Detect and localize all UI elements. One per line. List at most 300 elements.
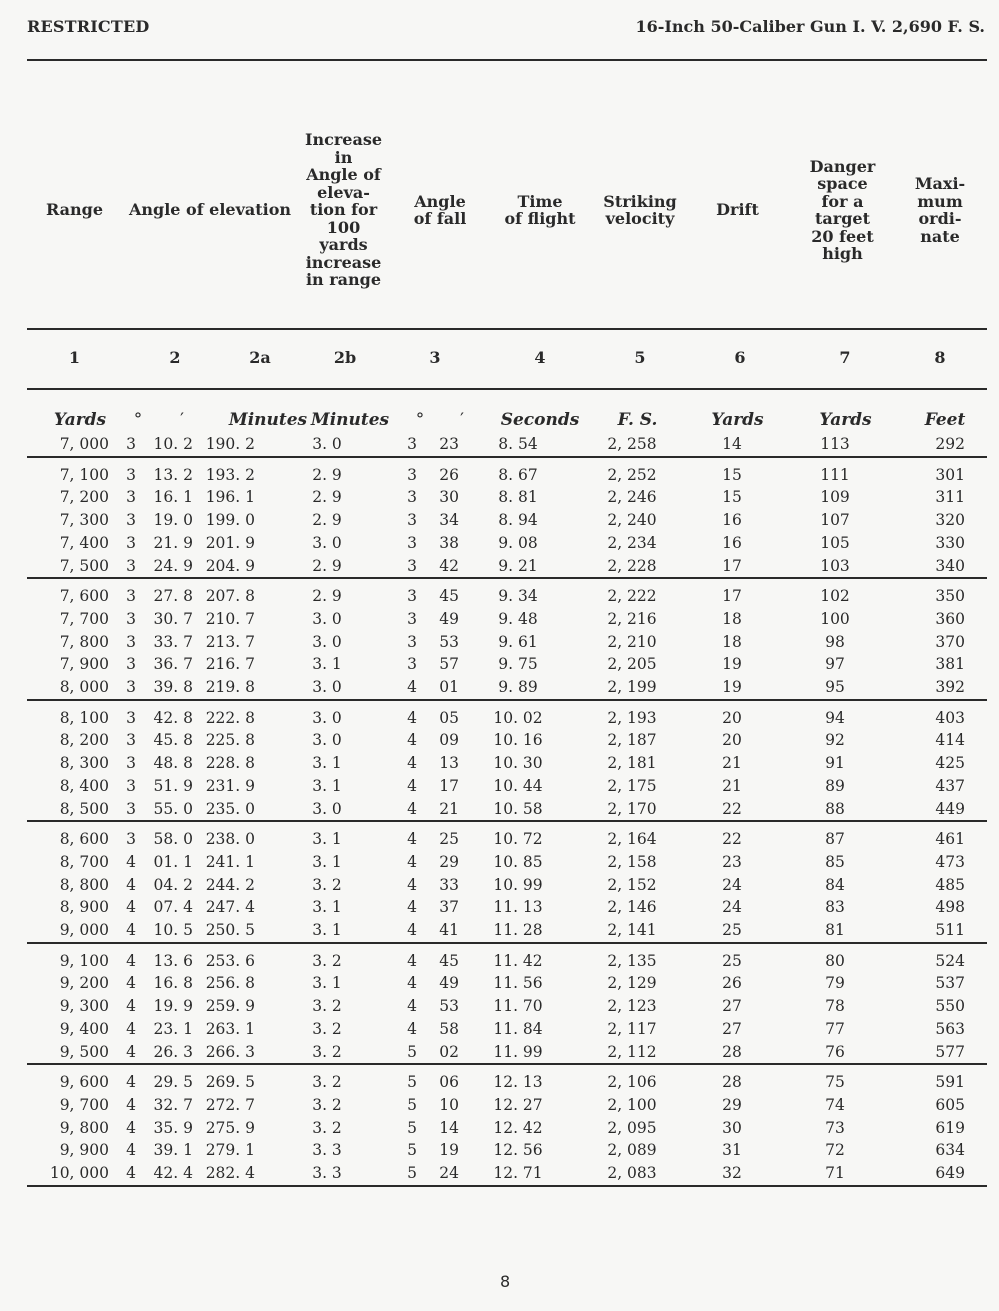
table-cell: 3. 1 <box>312 655 342 674</box>
heading-line: for a <box>821 191 864 211</box>
table-cell: 485 <box>935 875 965 894</box>
table-cell: 32. 7 <box>153 1095 193 1114</box>
table-cell: 3. 3 <box>277 1162 377 1186</box>
table-cell: 196. 1 <box>205 488 255 507</box>
table-cell: 107 <box>820 511 850 530</box>
table-cell: 39. 1 <box>153 1141 193 1160</box>
table-cell: 207. 8 <box>205 587 255 606</box>
heading-line: yards <box>319 235 368 255</box>
table-cell: 51. 9 <box>153 776 193 795</box>
table-row <box>27 509 987 532</box>
heading-line: 20 feet <box>811 226 874 246</box>
table-cell: 12. 13 <box>493 1073 543 1092</box>
table-cell: 311 <box>935 488 965 507</box>
table-cell: 5 <box>407 1118 417 1137</box>
table-cell: 13. 6 <box>153 951 193 970</box>
table-cell: 39. 8 <box>145 676 197 700</box>
table-cell: 649 <box>893 1162 987 1186</box>
table-cell: 38 <box>439 533 459 552</box>
column-number: 2 <box>169 348 181 367</box>
page-title: 16-Inch 50-Caliber Gun I. V. 2,690 F. S. <box>635 17 985 36</box>
table-cell: 4 <box>126 1073 136 1092</box>
table-cell: 57 <box>439 655 459 674</box>
column-number: 8 <box>934 348 946 367</box>
table-cell: 10. 02 <box>493 708 543 727</box>
table-cell: 9. 61 <box>498 632 538 651</box>
table-cell: 2, 216 <box>607 609 657 628</box>
unit-label: Minutes <box>310 410 390 430</box>
table-cell: 3. 2 <box>312 1019 342 1038</box>
table-cell: 17 <box>722 587 742 606</box>
table-cell: 85 <box>825 852 845 871</box>
heading-rule <box>27 328 987 330</box>
table-cell: 511 <box>893 919 987 943</box>
table-row <box>27 1117 987 1140</box>
table-cell: 4 <box>126 898 136 917</box>
unit-label: ° <box>415 410 425 430</box>
table-cell: 3 <box>126 830 136 849</box>
unit-label: Yards <box>819 410 872 430</box>
table-cell: 256. 8 <box>205 974 255 993</box>
table-cell: 524 <box>935 951 965 970</box>
table-cell: 8, 100 <box>59 708 109 727</box>
heading-line: in <box>334 147 353 167</box>
table-cell: 3 <box>407 511 417 530</box>
table-cell: 113 <box>777 433 893 457</box>
table-cell: 3. 0 <box>312 533 342 552</box>
table-cell: 22 <box>687 798 777 822</box>
table-cell: 10. 44 <box>493 776 543 795</box>
table-cell: 7, 400 <box>59 533 109 552</box>
table-cell: 3. 1 <box>312 830 342 849</box>
table-cell: 13. 2 <box>153 465 193 484</box>
column-heading-danger <box>795 100 890 320</box>
table-cell: 2, 170 <box>577 798 687 822</box>
table-cell: 3 <box>126 731 136 750</box>
table-cell: 29 <box>439 852 459 871</box>
heading-line: in range <box>305 270 382 290</box>
table-cell: 33 <box>439 875 459 894</box>
table-cell: 30 <box>722 1118 742 1137</box>
table-cell: 4 <box>117 1041 145 1065</box>
table-cell: 8, 400 <box>59 776 109 795</box>
table-cell: 2. 9 <box>312 587 342 606</box>
table-cell: 3. 2 <box>312 1118 342 1137</box>
table-cell: 3. 0 <box>312 731 342 750</box>
table-cell: 577 <box>893 1041 987 1065</box>
table-cell: 91 <box>825 754 845 773</box>
table-cell: 8, 700 <box>59 852 109 871</box>
table-cell: 10. 72 <box>493 830 543 849</box>
table-cell: 3. 0 <box>277 676 377 700</box>
column-number: 2a <box>249 348 271 367</box>
table-cell: 4 <box>126 1019 136 1038</box>
table-cell: 2, 123 <box>607 997 657 1016</box>
table-row <box>27 729 987 752</box>
table-cell: 2, 106 <box>607 1073 657 1092</box>
table-cell: 9. 48 <box>498 609 538 628</box>
table-cell: 4 <box>117 1162 145 1186</box>
table-row <box>27 798 987 822</box>
heading-line: space <box>817 174 868 193</box>
table-cell: 24 <box>722 898 742 917</box>
table-cell: 94 <box>825 708 845 727</box>
unit-label: Minutes <box>228 410 308 430</box>
table-row <box>27 752 987 775</box>
table-cell: 3 <box>407 632 417 651</box>
table-cell: 10. 99 <box>493 875 543 894</box>
table-cell: 235. 0 <box>197 798 277 822</box>
table-cell: 74 <box>825 1095 845 1114</box>
table-cell: 213. 7 <box>205 632 255 651</box>
table-cell: 8, 800 <box>59 875 109 894</box>
table-cell: 42. 8 <box>153 708 193 727</box>
table-cell: 4 <box>126 997 136 1016</box>
table-cell: 28 <box>722 1073 742 1092</box>
table-cell: 2, 089 <box>607 1141 657 1160</box>
table-cell: 20 <box>722 708 742 727</box>
table-cell: 21 <box>722 754 742 773</box>
column-number: 4 <box>534 348 546 367</box>
table-cell: 9, 400 <box>59 1019 109 1038</box>
table-row <box>27 486 987 509</box>
table-cell: 3. 1 <box>312 754 342 773</box>
table-cell: 3 <box>126 754 136 773</box>
table-cell: 10. 85 <box>493 852 543 871</box>
table-cell: 9. 08 <box>498 533 538 552</box>
table-cell: 392 <box>893 676 987 700</box>
table-cell: 4 <box>407 974 417 993</box>
table-row <box>27 821 987 851</box>
table-cell: 9, 900 <box>59 1141 109 1160</box>
table-row <box>27 700 987 730</box>
table-cell: 190. 2 <box>197 433 277 457</box>
table-row <box>27 631 987 654</box>
table-cell: 225. 8 <box>205 731 255 750</box>
table-row <box>27 943 987 973</box>
table-cell: 10. 58 <box>459 798 577 822</box>
table-cell: 45. 8 <box>153 731 193 750</box>
table-cell: 5 <box>407 1073 417 1092</box>
table-cell: 30 <box>439 488 459 507</box>
table-cell: 4 <box>126 974 136 993</box>
table-cell: 26 <box>722 974 742 993</box>
table-cell: 76 <box>777 1041 893 1065</box>
table-cell: 23 <box>417 433 459 457</box>
table-cell: 199. 0 <box>205 511 255 530</box>
table-cell: 88 <box>777 798 893 822</box>
table-cell: 634 <box>935 1141 965 1160</box>
column-heading-drift: Drift <box>716 200 759 220</box>
table-cell: 4 <box>377 798 417 822</box>
table-cell: 4 <box>126 1095 136 1114</box>
table-cell: 591 <box>935 1073 965 1092</box>
table-cell: 45 <box>439 951 459 970</box>
table-cell: 275. 9 <box>205 1118 255 1137</box>
table-cell: 33. 7 <box>153 632 193 651</box>
table-cell: 2, 146 <box>607 898 657 917</box>
table-cell: 4 <box>377 676 417 700</box>
table-cell: 2. 9 <box>312 465 342 484</box>
heading-line: increase <box>305 252 382 272</box>
table-cell: 2, 175 <box>607 776 657 795</box>
table-cell: 49 <box>439 609 459 628</box>
column-number: 1 <box>68 348 81 367</box>
table-cell: 103 <box>777 555 893 579</box>
table-cell: 3. 2 <box>312 951 342 970</box>
table-cell: 403 <box>935 708 965 727</box>
table-cell: 3. 1 <box>312 852 342 871</box>
table-cell: 7, 100 <box>59 465 109 484</box>
table-cell: 87 <box>825 830 845 849</box>
table-cell: 4 <box>407 708 417 727</box>
table-cell: 10 <box>439 1095 459 1114</box>
table-cell: 8. 94 <box>498 511 538 530</box>
table-cell: 2, 100 <box>607 1095 657 1114</box>
table-cell: 27 <box>722 997 742 1016</box>
table-cell: 3 <box>117 676 145 700</box>
table-cell: 06 <box>439 1073 459 1092</box>
table-cell: 210. 7 <box>205 609 255 628</box>
table-cell: 3 <box>126 533 136 552</box>
table-cell: 350 <box>935 587 965 606</box>
column-heading-maxord <box>900 100 980 320</box>
table-cell: 3 <box>126 609 136 628</box>
table-cell: 3. 0 <box>312 632 342 651</box>
table-cell: 89 <box>825 776 845 795</box>
table-cell: 8. 81 <box>498 488 538 507</box>
table-cell: 2, 164 <box>607 830 657 849</box>
table-cell: 58. 0 <box>153 830 193 849</box>
column-number: 6 <box>734 348 746 367</box>
table-cell: 23 <box>722 852 742 871</box>
table-cell: 2, 095 <box>607 1118 657 1137</box>
table-cell: 3 <box>407 587 417 606</box>
heading-line: Time <box>517 191 563 211</box>
table-cell: 2, 199 <box>577 676 687 700</box>
table-row <box>27 1041 987 1065</box>
table-cell: 2, 258 <box>577 433 687 457</box>
table-cell: 9, 300 <box>59 997 109 1016</box>
table-cell: 244. 2 <box>205 875 255 894</box>
table-cell: 3 <box>126 587 136 606</box>
table-cell: 498 <box>935 898 965 917</box>
table-cell: 11. 42 <box>493 951 543 970</box>
table-cell: 3. 0 <box>277 433 377 457</box>
table-cell: 2, 112 <box>577 1041 687 1065</box>
table-cell: 42 <box>417 555 459 579</box>
table-cell: 21 <box>417 798 459 822</box>
table-row <box>27 874 987 897</box>
heading-line: velocity <box>605 209 675 228</box>
table-cell: 2, 158 <box>607 852 657 871</box>
table-cell: 8, 600 <box>59 830 109 849</box>
table-cell: 24. 9 <box>145 555 197 579</box>
table-cell: 2. 9 <box>312 488 342 507</box>
table-cell: 301 <box>935 465 965 484</box>
table-cell: 9. 89 <box>459 676 577 700</box>
table-cell: 11. 70 <box>493 997 543 1016</box>
heading-line: Increase <box>304 130 383 150</box>
table-cell: 15 <box>722 465 742 484</box>
table-cell: 5 <box>407 1095 417 1114</box>
table-row <box>27 851 987 874</box>
table-cell: 11. 84 <box>493 1019 543 1038</box>
table-cell: 4 <box>407 1019 417 1038</box>
table-row <box>27 578 987 608</box>
table-cell: 10. 30 <box>493 754 543 773</box>
table-cell: 75 <box>825 1073 845 1092</box>
table-cell: 73 <box>825 1118 845 1137</box>
table-cell: 10. 5 <box>145 919 197 943</box>
table-cell: 36. 7 <box>153 655 193 674</box>
column-number-rule <box>27 388 987 390</box>
table-cell: 9, 800 <box>59 1118 109 1137</box>
table-cell: 19 <box>722 655 742 674</box>
table-cell: 9, 100 <box>59 951 109 970</box>
table-cell: 449 <box>893 798 987 822</box>
table-cell: 4 <box>407 754 417 773</box>
table-cell: 4 <box>407 951 417 970</box>
table-cell: 473 <box>935 852 965 871</box>
table-cell: 8, 200 <box>59 731 109 750</box>
table-cell: 16. 1 <box>153 488 193 507</box>
table-cell: 619 <box>935 1118 965 1137</box>
heading-line: tion for <box>309 200 378 220</box>
table-cell: 253. 6 <box>205 951 255 970</box>
unit-label: ′ <box>180 410 184 430</box>
table-cell: 7, 500 <box>27 555 117 579</box>
table-cell: 8, 900 <box>59 898 109 917</box>
table-cell: 111 <box>820 465 850 484</box>
table-cell: 2, 246 <box>607 488 657 507</box>
table-cell: 3 <box>377 433 417 457</box>
table-cell: 4 <box>377 919 417 943</box>
table-cell: 102 <box>820 587 850 606</box>
table-cell: 19 <box>687 676 777 700</box>
range-table <box>27 433 987 1187</box>
table-cell: 72 <box>825 1141 845 1160</box>
table-cell: 84 <box>825 875 845 894</box>
column-heading-incr <box>296 100 391 320</box>
header-rule <box>27 59 987 61</box>
table-cell: 461 <box>935 830 965 849</box>
heading-line: Striking <box>603 191 677 211</box>
table-cell: 2, 181 <box>607 754 657 773</box>
heading-line: of fall <box>413 209 467 228</box>
table-cell: 3 <box>377 555 417 579</box>
table-cell: 238. 0 <box>205 830 255 849</box>
table-cell: 279. 1 <box>205 1141 255 1160</box>
table-cell: 2, 222 <box>607 587 657 606</box>
table-cell: 4 <box>407 830 417 849</box>
table-cell: 27. 8 <box>153 587 193 606</box>
table-cell: 42. 4 <box>145 1162 197 1186</box>
table-cell: 4 <box>126 1141 136 1160</box>
table-cell: 12. 56 <box>493 1141 543 1160</box>
table-cell: 340 <box>893 555 987 579</box>
page-number: 8 <box>500 1272 511 1291</box>
table-cell: 2, 252 <box>607 465 657 484</box>
heading-line: of flight <box>504 209 576 228</box>
table-cell: 3 <box>117 555 145 579</box>
table-cell: 370 <box>935 632 965 651</box>
column-number: 3 <box>429 348 441 367</box>
table-cell: 563 <box>935 1019 965 1038</box>
column-heading-elev: Angle of elevation <box>128 200 292 220</box>
table-row <box>27 1094 987 1117</box>
table-cell: 17 <box>687 555 777 579</box>
table-cell: 10, 000 <box>27 1162 117 1186</box>
table-cell: 250. 5 <box>197 919 277 943</box>
table-cell: 18 <box>722 632 742 651</box>
table-cell: 193. 2 <box>205 465 255 484</box>
table-row <box>27 919 987 943</box>
table-row <box>27 972 987 995</box>
table-cell: 3. 3 <box>312 1141 342 1160</box>
table-row <box>27 1162 987 1186</box>
table-cell: 263. 1 <box>205 1019 255 1038</box>
table-cell: 109 <box>820 488 850 507</box>
table-cell: 9. 34 <box>498 587 538 606</box>
table-cell: 9. 21 <box>459 555 577 579</box>
table-cell: 3. 0 <box>312 708 342 727</box>
table-cell: 550 <box>935 997 965 1016</box>
table-row <box>27 457 987 487</box>
table-cell: 7, 300 <box>59 511 109 530</box>
table-cell: 241. 1 <box>205 852 255 871</box>
table-cell: 27 <box>722 1019 742 1038</box>
table-cell: 7, 000 <box>27 433 117 457</box>
table-cell: 3. 0 <box>312 609 342 628</box>
table-cell: 8. 67 <box>498 465 538 484</box>
column-number: 7 <box>839 348 851 367</box>
table-cell: 3 <box>126 708 136 727</box>
table-cell: 3. 1 <box>312 974 342 993</box>
table-cell: 4 <box>117 919 145 943</box>
table-cell: 282. 4 <box>197 1162 277 1186</box>
table-cell: 3. 0 <box>277 798 377 822</box>
table-cell: 19. 9 <box>153 997 193 1016</box>
table-cell: 5 <box>407 1141 417 1160</box>
table-cell: 01. 1 <box>153 852 193 871</box>
heading-line: mum <box>917 191 963 211</box>
table-cell: 2, 152 <box>607 875 657 894</box>
table-cell: 5 <box>377 1162 417 1186</box>
heading-line: nate <box>920 226 960 246</box>
table-cell: 3 <box>117 798 145 822</box>
table-cell: 3. 2 <box>312 1095 342 1114</box>
table-cell: 79 <box>825 974 845 993</box>
table-cell: 3 <box>407 655 417 674</box>
table-cell: 98 <box>825 632 845 651</box>
table-cell: 4 <box>407 776 417 795</box>
table-cell: 100 <box>820 609 850 628</box>
table-cell: 9, 700 <box>59 1095 109 1114</box>
table-cell: 330 <box>935 533 965 552</box>
table-cell: 4 <box>126 951 136 970</box>
table-cell: 201. 9 <box>205 533 255 552</box>
table-cell: 37 <box>439 898 459 917</box>
table-cell: 04. 2 <box>153 875 193 894</box>
table-cell: 266. 3 <box>197 1041 277 1065</box>
column-heading-fall <box>395 100 485 320</box>
table-cell: 228. 8 <box>205 754 255 773</box>
table-cell: 53 <box>439 997 459 1016</box>
table-cell: 19. 0 <box>153 511 193 530</box>
table-cell: 2, 083 <box>577 1162 687 1186</box>
table-cell: 3 <box>126 511 136 530</box>
